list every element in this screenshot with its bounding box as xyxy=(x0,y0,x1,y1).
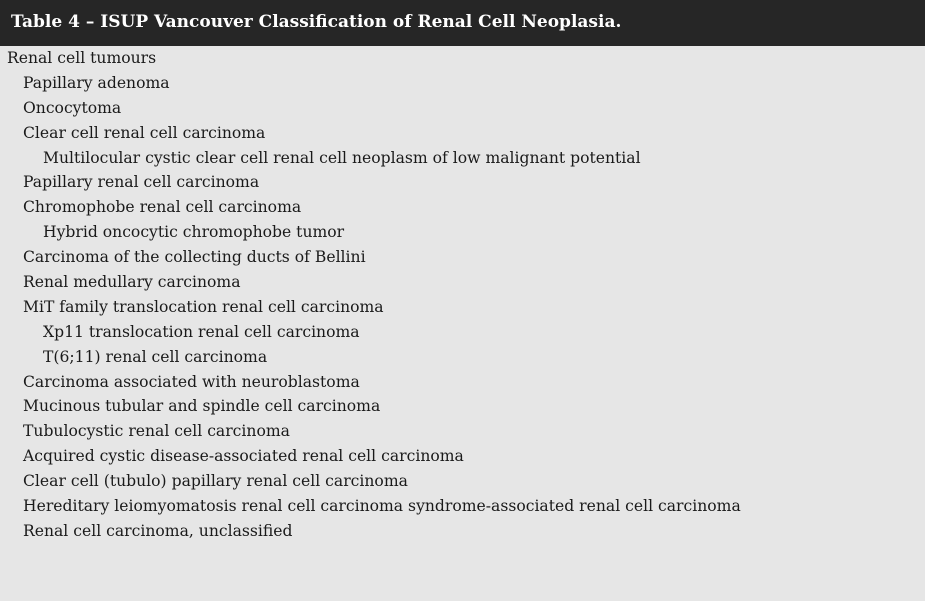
table-title: Table 4 – ISUP Vancouver Classification of Renal Cell Neoplasia. xyxy=(11,12,622,32)
table-row: Tubulocystic renal cell carcinoma xyxy=(23,422,290,441)
table-body xyxy=(0,46,925,544)
table-row: Xp11 translocation renal cell carcinoma xyxy=(43,322,360,341)
table-row: Papillary renal cell carcinoma xyxy=(23,173,260,192)
table-row: Clear cell renal cell carcinoma xyxy=(23,123,266,142)
table-row: Mucinous tubular and spindle cell carcinoma xyxy=(23,397,381,416)
table-row: Multilocular cystic clear cell renal cell neoplasm of low malignant potential xyxy=(43,148,641,167)
table-row: MiT family translocation renal cell carcinoma xyxy=(23,297,384,316)
table-row: Acquired cystic disease-associated renal cell carcinoma xyxy=(23,447,464,466)
table-header xyxy=(0,0,925,46)
table-row: Carcinoma of the collecting ducts of Bellini xyxy=(23,248,366,267)
table-row: Renal cell carcinoma, unclassified xyxy=(23,521,293,540)
table-row: Renal cell tumours xyxy=(7,49,157,67)
table-row: Chromophobe renal cell carcinoma xyxy=(23,198,302,217)
table-row: Hereditary leiomyomatosis renal cell carcinoma syndrome-associated renal cell carcinoma xyxy=(23,497,741,516)
table-row: Papillary adenoma xyxy=(23,73,170,92)
table-row: Clear cell (tubulo) papillary renal cell carcinoma xyxy=(23,472,408,491)
table-row: Hybrid oncocytic chromophobe tumor xyxy=(43,223,345,242)
table-row: Carcinoma associated with neuroblastoma xyxy=(23,372,360,391)
table-row: Oncocytoma xyxy=(23,98,122,117)
table-row: T(6;11) renal cell carcinoma xyxy=(43,347,268,366)
table-row: Renal medullary carcinoma xyxy=(23,273,241,292)
